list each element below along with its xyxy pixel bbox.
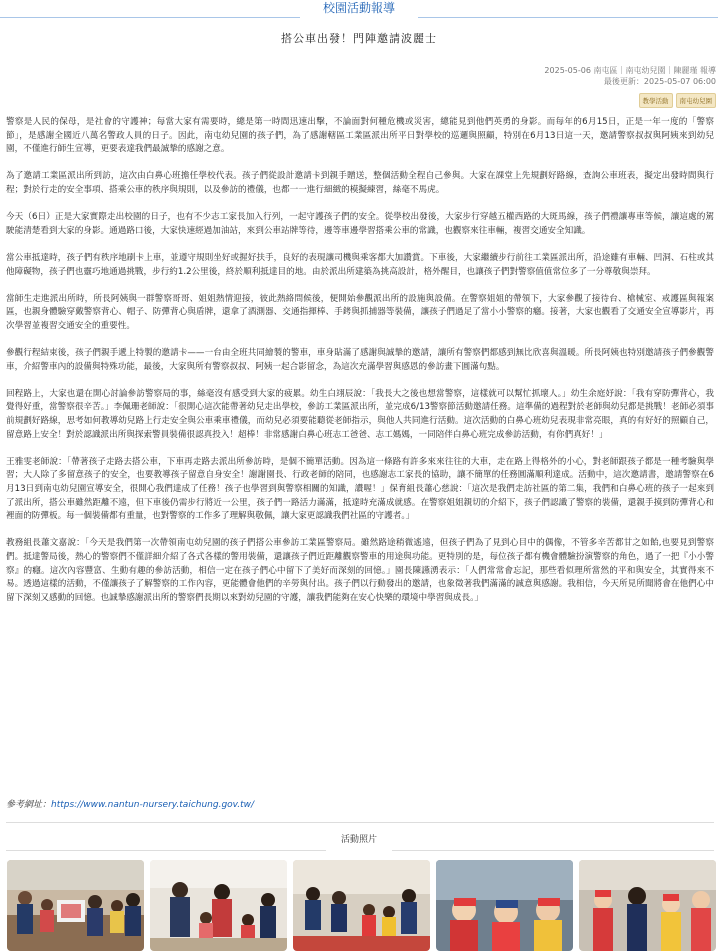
reference-label: 參考網址：	[6, 800, 52, 810]
photo-gallery	[7, 860, 717, 951]
paragraph: 回程路上，大家也還在開心討論參訪警察局的事，絲毫沒有感受到大家的疲累。幼生白翊辰說：「我長大之後也想當警察，這樣就可以幫忙抓壞人。」幼生余庭妤說：「我有穿防彈背心，我覺得好重，當警察很辛苦。」李佩珊老師說：「很開心這次能帶著幼兒走出學校，參訪工業區派出所，並完成6/13警察節活動邀請任務。這準備的過程對於老師與幼兒都是挑戰！老師必須事前規劃好路線，思考如何教導幼兒路上行走安全與公車乘車禮儀，而幼兒必須要能聽從老師指示，與他人共同進行活動。這次活動的白鼻心班幼兒表現非常亮眼，真的有好好的照顧自己，留意路上安全！對於認識派出所與探索警員裝備很認真投入！超棒！非常感謝白鼻心班志工爸爸、志工媽媽，一同陪伴白鼻心班完成參訪活動，有你們真好！」	[6, 388, 714, 440]
paragraph: 為了邀請工業區派出所到訪，這次由白鼻心班擔任學校代表。孩子們從設計邀請卡到親手贈送，整個活動全程自己參與。大家在課堂上先規劃好路線，查詢公車班表，擬定出發時間與行程；對於行走的安全事項、搭乘公車的秩序與規則，以及參訪的禮儀，也都一一進行細緻的模擬練習，絲毫不馬虎。	[6, 171, 714, 195]
updated-time: 最後更新：2025-05-07 06:00	[603, 77, 716, 86]
gallery-photo-1[interactable]	[7, 860, 144, 951]
paragraph: 參觀行程結束後，孩子們親手遞上特製的邀請卡——一台由全班共同繪製的警車，車身貼滿了感謝與誠摯的邀請，讓所有警察們都感到無比欣喜與溫暖。所長阿姨也特別邀請孩子們參觀警車，介紹警車內的設備與特殊功能，最後，大家與所有警察叔叔、阿姨一起合影留念，為這次充滿學習與感恩的參訪畫下圓滿句點。	[6, 348, 714, 372]
header-rule-right	[418, 17, 718, 18]
gallery-photo-4[interactable]	[436, 860, 573, 951]
paragraph: 當公車抵達時，孩子們有秩序地刷卡上車，並遵守規則坐好或握好扶手，良好的表現讓司機與乘客都大加讚賞。下車後，大家繼續步行前往工業區派出所，沿途雖有車輛、凹洞、石柱或其他障礙物，孩子們也靈巧地通過挑戰，步行約1.2公里後，終於順利抵達目的地。由於派出所建築為挑高設計，格外醒目，也讓孩子們對警察值值常位多了一分尊敬與崇拜。	[6, 252, 714, 277]
article-meta	[544, 65, 716, 87]
tag-teaching[interactable]: 教學活動	[639, 93, 673, 108]
section-header	[0, 0, 718, 20]
header-rule-left	[0, 17, 300, 18]
gallery-photo-5[interactable]	[579, 860, 716, 951]
paragraph: 警察是人民的保母，是社會的守護神；每當大家有需要時，總是第一時間迅速出擊，不論面對何種危機或災害，總能見到他們英勇的身影。而每年的6月15日，正是一年一度的「警察節」，是感謝全國近八萬名警政人員的日子。因此，南屯幼兒園的孩子們，為了感謝轄區工業區派出所平日對學校的巡邏與照顧，特別在6月13日這一天，邀請警察叔叔與阿姨來到幼兒園，不僅進行師生宣導，更要表達我們最誠摯的感謝之意。	[6, 117, 714, 155]
article-headline: 搭公車出發！門陣邀請波麗士	[281, 32, 437, 45]
paragraph: 王雅雯老師說：「帶著孩子走路去搭公車，下車再走路去派出所參訪時，是個不簡單活動。因為這一條路有許多來來往往的大車，走在路上得格外的小心，對老師跟孩子都是一種考驗與學習；大人除了多留意孩子的安全，也要教導孩子留意自身安全！謝謝園長、行政老師的陪同，也感謝志工家長的協助，讓不簡單的任務圓滿順利達成。活動中，這次邀請書，邀請警察在6月13日到南屯幼兒園宣導安全，很開心我們達成了任務！孩子也學習到與警察相關的知識，讚喔！」保育組長蕭心慈說：「這次是我們走訪社區的第二集，我們和白鼻心班的孩子一起來到了派出所，搭公車雖然距離不遠，但下車後仍需步行將近一公里，孩子們一路活力滿滿，抵達時充滿成就感。在警察姐姐親切的介紹下，孩子們認識了警察的裝備，還親手摸到防彈背心和裡面的防彈板。每一個裝備都有重量，也對警察的工作多了理解與敬佩，讓大家更認識我們社區的守護者。」	[6, 456, 714, 522]
paragraph: 今天（6日）正是大家實際走出校園的日子，也有不少志工家長加入行列，一起守護孩子們的安全。從學校出發後，大家步行穿越五權西路的大斑馬線，孩子們禮讓專車等候，讓這處的駕駛能清楚看到大家的身影。通過路口後，大家快速經過加油站，來到公車站牌等待，邊等車邊學習搭乘公車的常識，也觀察來往車輛，複習交通安全知識。	[6, 212, 714, 236]
gallery-title: 活動照片	[340, 835, 377, 845]
gallery-photo-2[interactable]	[150, 860, 287, 951]
divider	[6, 822, 714, 823]
paragraph: 當師生走進派出所時，所長阿姨與一群警察哥哥、姐姐熱情迎接，彼此熱絡問候後，便開始參觀派出所的設施與設備。在警察姐姐的帶領下，大家參觀了接待台、槍械室、戒護區與報案區，也親身體驗穿戴警察背心、帽子、防彈背心與盾牌，還拿了酒測器、交通指揮棒、手銬與抓捕器等裝備，讓孩子們過足了當小小警察的癮。接著，大家也觀看了交通安全宣導影片，再次學習並複習交通安全的重要性。	[6, 293, 714, 331]
paragraph: 教務組長蕭文嘉說：「今天是我們第一次帶領南屯幼兒園的孩子們搭公車參訪工業區警察局。雖然路途稍微遙遠，但孩子們為了見到心目中的偶像，不管多辛苦都甘之如飴,也要見到警察們。抵達警局後，熱心的警察們不僅詳細介紹了各式各樣的警用裝備，還讓孩子們近距離觀察警車的用途與功能。更特別的是，每位孩子都有機會體驗扮演警察的角色，過了一把『小小警察』的癮。這次內容豐富、生動有趣的參訪活動，相信一定在孩子們心中留下了美好而深刻的回憶。」園長陳讌湧表示：「人們常常會忘記，那些看似理所當然的平和與安全，其實得來不易。透過這樣的活動，不僅讓孩子了解警察的工作內容，更能體會他們的辛勞與付出。孩子們以行動發出的邀請，也象徵著我們滿滿的誠意與感謝。我相信，今天所見所聞將會在他們心中留下深刻又感動的回憶。也誠摯感謝派出所的警察們長期以來對幼兒園的守護，讓我們能夠在安心快樂的環境中學習與成長。」	[6, 538, 714, 603]
reference-url[interactable]: https://www.nantun-nursery.taichung.gov.tw/	[51, 800, 255, 810]
gallery-rule-left	[6, 850, 326, 851]
section-title: 校園活動報導	[322, 1, 395, 15]
gallery-photo-3[interactable]	[293, 860, 430, 951]
article-body	[6, 116, 714, 619]
gallery-rule-right	[392, 850, 714, 851]
tag-list	[639, 93, 717, 108]
reference-link-row	[6, 797, 254, 810]
byline: 2025-05-06 南屯區｜南屯幼兒園｜陳麗瑾 報導	[544, 66, 716, 75]
tag-school[interactable]: 南屯幼兒園	[676, 93, 717, 108]
